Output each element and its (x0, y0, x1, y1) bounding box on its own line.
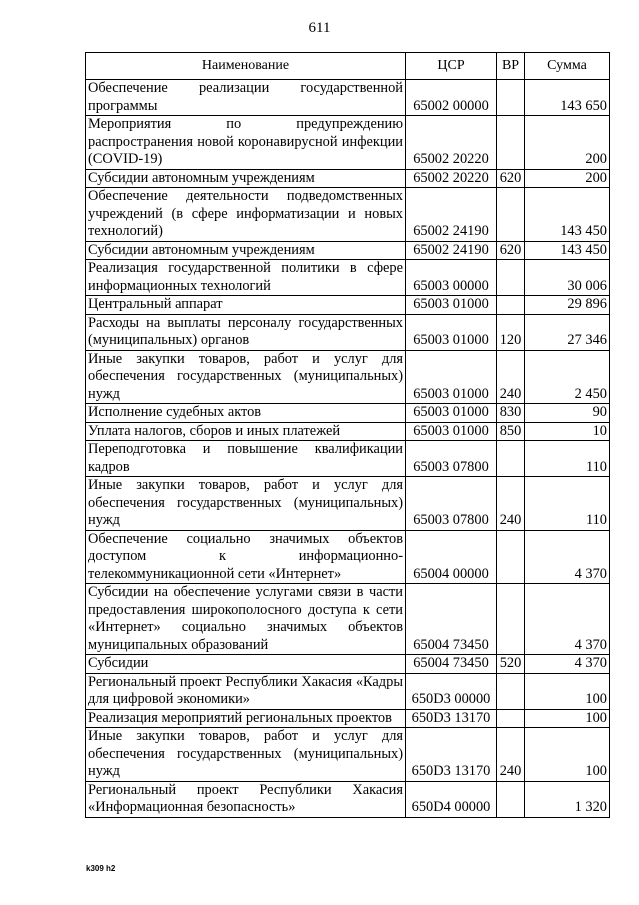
table-row (86, 169, 610, 188)
row-name-cell: Субсидии на обеспечение услугами связи в части предоставления широкополосного доступа к сети «Интернет» социально значимых объектов муниципальных образований (86, 584, 406, 655)
row-name-cell: Реализация государственной политики в сфере информационных технологий (86, 260, 406, 296)
row-vr-cell (497, 781, 525, 817)
row-name-cell: Субсидии автономным учреждениям (86, 241, 406, 260)
row-csr-cell: 65002 00000 (406, 80, 497, 116)
table-row (86, 655, 610, 674)
header-name: Наименование (86, 53, 406, 80)
row-name-cell: Обеспечение деятельности подведомственных учреждений (в сфере информатизации и новых технологий) (86, 188, 406, 242)
table-row (86, 709, 610, 728)
row-sum-cell: 2 450 (525, 350, 610, 404)
row-csr-cell: 65003 01000 (406, 314, 497, 350)
row-sum-cell: 143 450 (525, 241, 610, 260)
row-vr-cell (497, 260, 525, 296)
table-row (86, 441, 610, 477)
row-csr-cell: 650D3 00000 (406, 673, 497, 709)
row-name-cell: Иные закупки товаров, работ и услуг для обеспечения государственных (муниципальных) нужд (86, 350, 406, 404)
row-name-cell: Исполнение судебных актов (86, 404, 406, 423)
table-row (86, 80, 610, 116)
row-sum-cell: 27 346 (525, 314, 610, 350)
table-row (86, 188, 610, 242)
row-name-cell: Уплата налогов, сборов и иных платежей (86, 422, 406, 441)
row-name-cell: Реализация мероприятий региональных проектов (86, 709, 406, 728)
row-vr-cell: 240 (497, 350, 525, 404)
table-row (86, 260, 610, 296)
table-row (86, 241, 610, 260)
row-name-cell: Региональный проект Республики Хакасия «Кадры для цифровой экономики» (86, 673, 406, 709)
row-sum-cell: 143 650 (525, 80, 610, 116)
table-row (86, 673, 610, 709)
row-csr-cell: 65003 01000 (406, 422, 497, 441)
table-row (86, 296, 610, 315)
row-sum-cell: 4 370 (525, 584, 610, 655)
header-vr: ВР (497, 53, 525, 80)
budget-table (85, 52, 610, 818)
table-row (86, 116, 610, 170)
row-vr-cell: 620 (497, 169, 525, 188)
table-row (86, 728, 610, 782)
row-sum-cell: 1 320 (525, 781, 610, 817)
table-row (86, 314, 610, 350)
table-body (86, 80, 610, 818)
row-name-cell: Региональный проект Республики Хакасия «Информационная безопасность» (86, 781, 406, 817)
row-sum-cell: 4 370 (525, 530, 610, 584)
row-csr-cell: 65003 01000 (406, 296, 497, 315)
row-sum-cell: 100 (525, 728, 610, 782)
row-sum-cell: 30 006 (525, 260, 610, 296)
row-vr-cell (497, 80, 525, 116)
row-csr-cell: 650D3 13170 (406, 728, 497, 782)
row-vr-cell: 120 (497, 314, 525, 350)
footer-code: k309 h2 (86, 864, 116, 873)
row-sum-cell: 110 (525, 477, 610, 531)
row-sum-cell: 200 (525, 169, 610, 188)
table-row (86, 404, 610, 423)
row-name-cell: Мероприятия по предупреждению распространения новой коронавирусной инфекции (COVID-19) (86, 116, 406, 170)
header-sum: Сумма (525, 53, 610, 80)
row-name-cell: Субсидии (86, 655, 406, 674)
row-name-cell: Субсидии автономным учреждениям (86, 169, 406, 188)
row-csr-cell: 65004 73450 (406, 655, 497, 674)
header-csr: ЦСР (406, 53, 497, 80)
table-row (86, 350, 610, 404)
row-csr-cell: 650D3 13170 (406, 709, 497, 728)
row-name-cell: Расходы на выплаты персоналу государственных (муниципальных) органов (86, 314, 406, 350)
row-csr-cell: 65002 24190 (406, 241, 497, 260)
row-sum-cell: 4 370 (525, 655, 610, 674)
row-name-cell: Иные закупки товаров, работ и услуг для обеспечения государственных (муниципальных) нужд (86, 728, 406, 782)
row-csr-cell: 65003 01000 (406, 404, 497, 423)
table-header-row (86, 53, 610, 80)
row-vr-cell (497, 116, 525, 170)
row-vr-cell: 830 (497, 404, 525, 423)
row-sum-cell: 29 896 (525, 296, 610, 315)
row-name-cell: Иные закупки товаров, работ и услуг для обеспечения государственных (муниципальных) нужд (86, 477, 406, 531)
row-vr-cell: 240 (497, 728, 525, 782)
row-csr-cell: 65002 20220 (406, 169, 497, 188)
row-csr-cell: 65002 20220 (406, 116, 497, 170)
row-vr-cell (497, 673, 525, 709)
row-sum-cell: 100 (525, 673, 610, 709)
row-sum-cell: 110 (525, 441, 610, 477)
table-row (86, 422, 610, 441)
row-csr-cell: 65003 01000 (406, 350, 497, 404)
row-vr-cell: 240 (497, 477, 525, 531)
row-csr-cell: 65003 07800 (406, 477, 497, 531)
row-sum-cell: 90 (525, 404, 610, 423)
table-row (86, 584, 610, 655)
row-csr-cell: 650D4 00000 (406, 781, 497, 817)
row-csr-cell: 65004 00000 (406, 530, 497, 584)
row-sum-cell: 200 (525, 116, 610, 170)
row-name-cell: Переподготовка и повышение квалификации кадров (86, 441, 406, 477)
row-vr-cell (497, 296, 525, 315)
row-name-cell: Центральный аппарат (86, 296, 406, 315)
table-row (86, 477, 610, 531)
row-vr-cell (497, 441, 525, 477)
row-sum-cell: 10 (525, 422, 610, 441)
row-sum-cell: 100 (525, 709, 610, 728)
row-vr-cell: 850 (497, 422, 525, 441)
row-name-cell: Обеспечение социально значимых объектов доступом к информационно-телекоммуникационной сети «Интернет» (86, 530, 406, 584)
row-csr-cell: 65002 24190 (406, 188, 497, 242)
row-vr-cell (497, 709, 525, 728)
row-vr-cell (497, 584, 525, 655)
row-vr-cell (497, 188, 525, 242)
row-vr-cell: 620 (497, 241, 525, 260)
table-row (86, 781, 610, 817)
row-vr-cell (497, 530, 525, 584)
table-row (86, 530, 610, 584)
row-sum-cell: 143 450 (525, 188, 610, 242)
row-csr-cell: 65004 73450 (406, 584, 497, 655)
row-csr-cell: 65003 07800 (406, 441, 497, 477)
page-number: 611 (308, 20, 331, 36)
row-vr-cell: 520 (497, 655, 525, 674)
row-name-cell: Обеспечение реализации государственной программы (86, 80, 406, 116)
row-csr-cell: 65003 00000 (406, 260, 497, 296)
